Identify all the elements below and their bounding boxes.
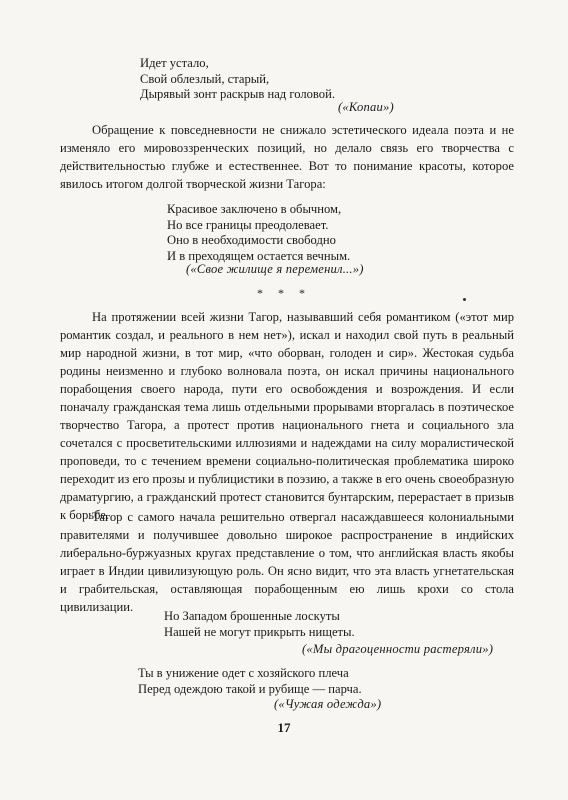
verse-source: («Мы драгоценности растеряли») xyxy=(302,642,494,656)
paragraph: На протяжении всей жизни Тагор, называвший себя романтиком («этот мир романтик создал, и реального в нем нет»), искал и находил свой путь в реальный мир народной жизни, в тот мир, «что оборван, голоден и сир». Жестокая судьба родины неизменно и глубоко волновала поэта, он искал причины национального порабощения своего народа, пути его освобождения и возрождения. И если поначалу гражданская тема лишь отдельными прорывами вторгалась в поэтическое творчество Тагора, а протест против национального гнета и социального зла сочетался с просветительскими иллюзиями и надеждами на силу моралистической проповеди, то с течением времени социально-политическая проблематика широко переходит из его прозы и публицистики в поэзию, а также в его очень своеобразную драматургию, а гражданский протест становится бунтарским, перерастает в призыв к борьбе. xyxy=(60,310,514,522)
section-separator: * * * xyxy=(257,286,311,300)
print-speck xyxy=(463,298,466,301)
verse-beauty xyxy=(167,202,350,264)
verse-west xyxy=(164,609,355,640)
verse-kopai xyxy=(140,56,335,103)
verse-source: («Чужая одежда») xyxy=(274,697,382,711)
verse-line: Идет устало, xyxy=(140,56,209,70)
paragraph: Тагор с самого начала решительно отвергал насаждавшееся колониальными правителями и получившее довольно широкое распространение в индийских либерально-буржуазных кругах представление о том, что английская власть якобы играет в Индии цивилизующую роль. Он ясно видит, что эта власть угнетательская и грабительская, оставляющая порабощенным ею лишь крохи со стола цивилизации. xyxy=(60,510,514,614)
page-number: 17 xyxy=(277,720,291,735)
verse-foreign-clothes xyxy=(138,666,362,697)
verse-line: И в преходящем остается вечным. xyxy=(167,248,351,263)
verse-line: Оно в необходимости свободно xyxy=(167,233,336,247)
verse-line: Ты в унижение одет с хозяйского плеча xyxy=(138,666,349,680)
verse-line: Но все границы преодолевает. xyxy=(167,217,329,232)
verse-line: Дырявый зонт раскрыв над головой. xyxy=(140,87,335,101)
verse-line: Нашей не могут прикрыть нищеты. xyxy=(164,624,355,639)
paragraph: Обращение к повседневности не снижало эстетического идеала поэта и не изменяло его мировоззренческих позиций, но делало связь его творчества с действительностью глубже и естественнее. Вот то понимание красоты, которое явилось итогом долгой творческой жизни Тагора: xyxy=(60,123,514,191)
verse-source: («Свое жилище я переменил...») xyxy=(186,262,364,276)
verse-line: Свой облезлый, старый, xyxy=(140,71,270,86)
verse-source: («Копаи») xyxy=(338,100,394,114)
verse-line: Но Западом брошенные лоскуты xyxy=(164,609,340,623)
verse-line: Красивое заключено в обычном, xyxy=(167,202,342,216)
verse-line: Перед одеждою такой и рубище — парча. xyxy=(138,681,362,696)
